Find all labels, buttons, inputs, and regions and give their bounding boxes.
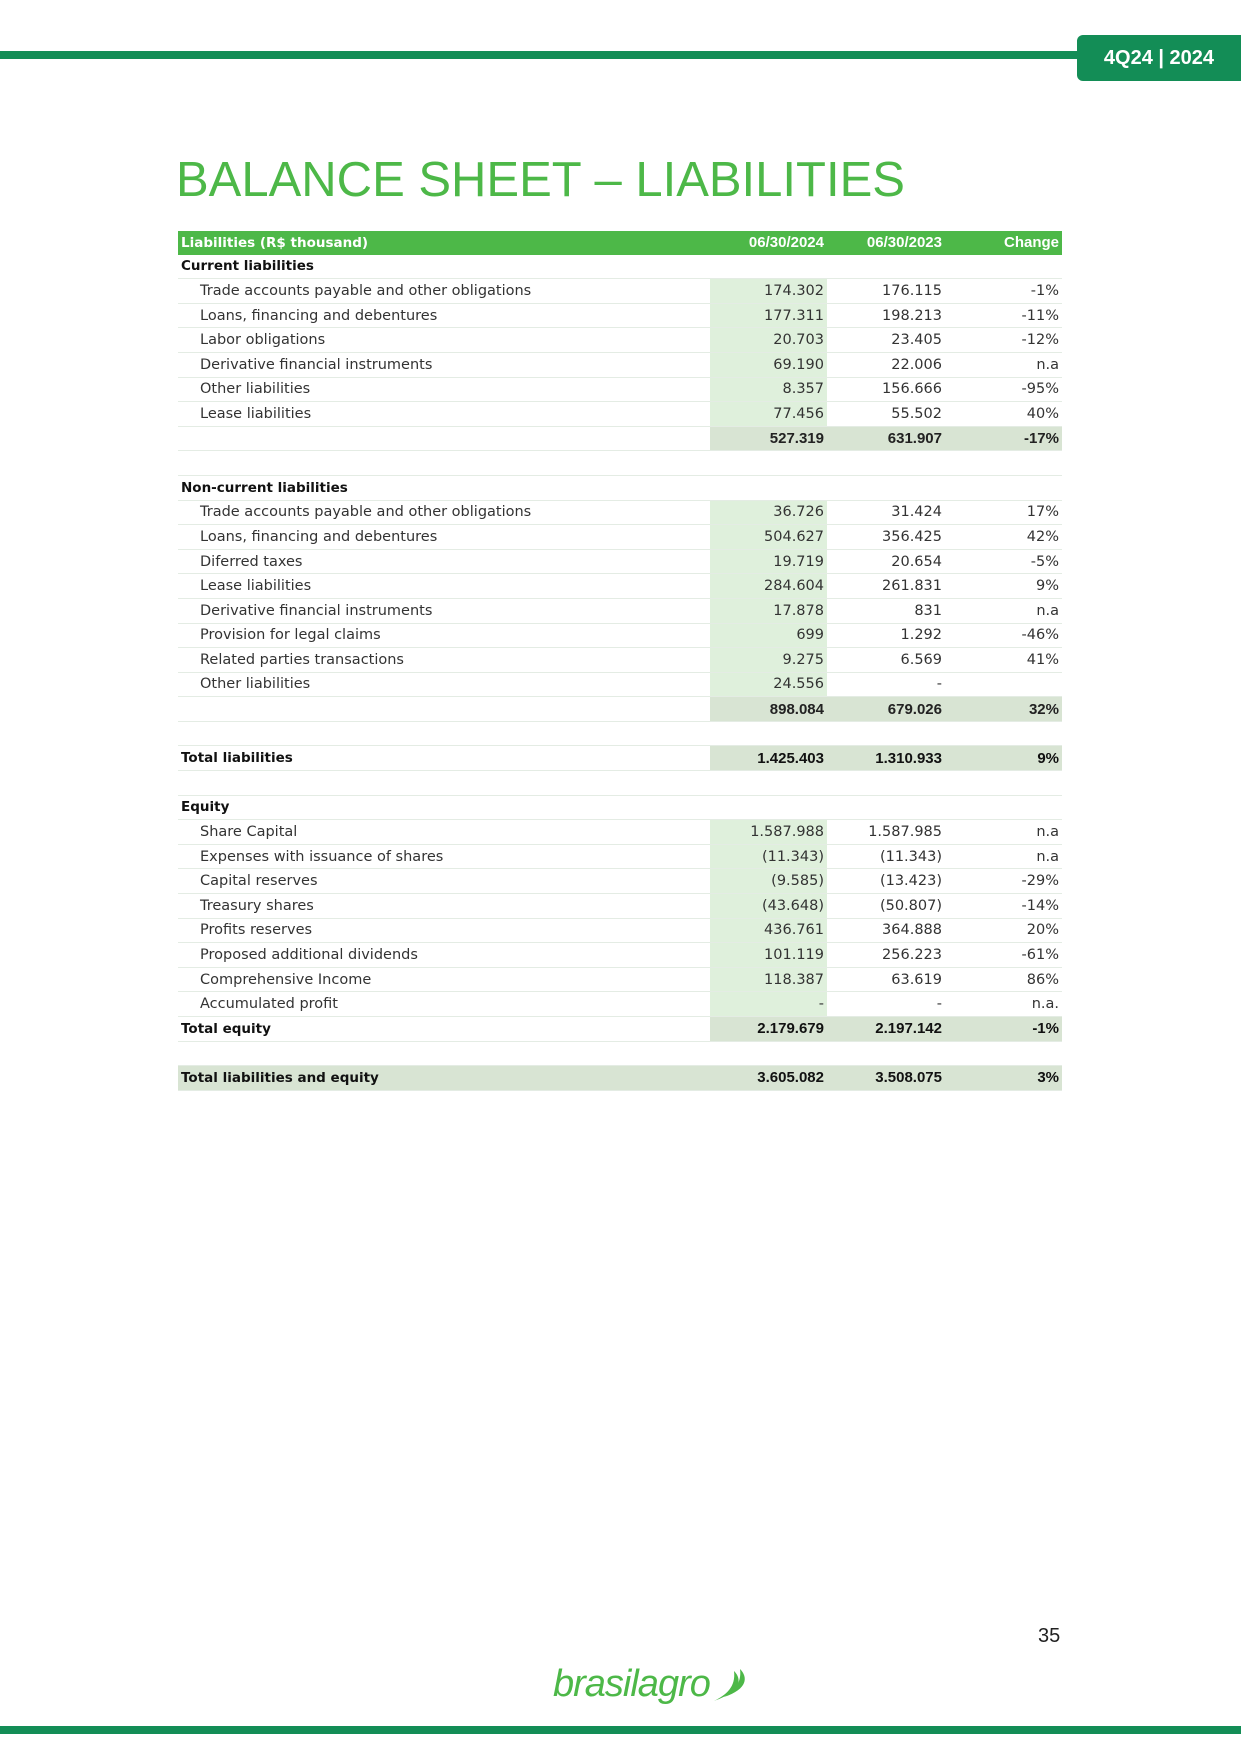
change-value: -5% xyxy=(945,549,1062,574)
table-row xyxy=(178,844,1062,869)
value-2023 xyxy=(827,475,945,500)
value-2024: 1.425.403 xyxy=(710,746,827,771)
value-2024: (11.343) xyxy=(710,844,827,869)
value-2023: 6.569 xyxy=(827,648,945,673)
row-label xyxy=(178,451,710,476)
value-2024: 9.275 xyxy=(710,648,827,673)
value-2023: 679.026 xyxy=(827,697,945,722)
value-2023: 256.223 xyxy=(827,943,945,968)
table-header xyxy=(178,231,1062,255)
value-2024: 177.311 xyxy=(710,303,827,328)
value-2023: 23.405 xyxy=(827,328,945,353)
table-row xyxy=(178,1017,1062,1042)
change-value xyxy=(945,771,1062,796)
value-2023: 176.115 xyxy=(827,279,945,304)
value-2024: 174.302 xyxy=(710,279,827,304)
change-value: -11% xyxy=(945,303,1062,328)
table-row xyxy=(178,328,1062,353)
table-row xyxy=(178,377,1062,402)
change-value: 42% xyxy=(945,525,1062,550)
row-label: Current liabilities xyxy=(178,255,710,279)
change-value: -61% xyxy=(945,943,1062,968)
value-2024: 504.627 xyxy=(710,525,827,550)
value-2023 xyxy=(827,795,945,820)
table-row xyxy=(178,918,1062,943)
change-value: 9% xyxy=(945,746,1062,771)
bottom-rule xyxy=(0,1726,1241,1734)
value-2023: 156.666 xyxy=(827,377,945,402)
row-label: Other liabilities xyxy=(178,377,710,402)
change-value: 20% xyxy=(945,918,1062,943)
table-row xyxy=(178,525,1062,550)
change-value: n.a xyxy=(945,844,1062,869)
table-row xyxy=(178,574,1062,599)
value-2023: 1.292 xyxy=(827,623,945,648)
row-label: Total equity xyxy=(178,1017,710,1042)
table-row xyxy=(178,303,1062,328)
table-row xyxy=(178,967,1062,992)
change-value: 3% xyxy=(945,1066,1062,1091)
table-row xyxy=(178,894,1062,919)
value-2024: - xyxy=(710,992,827,1017)
change-value: -1% xyxy=(945,1017,1062,1042)
value-2023: 20.654 xyxy=(827,549,945,574)
change-value xyxy=(945,255,1062,279)
row-label: Lease liabilities xyxy=(178,574,710,599)
value-2023 xyxy=(827,451,945,476)
row-label: Treasury shares xyxy=(178,894,710,919)
value-2024: 527.319 xyxy=(710,426,827,451)
logo-text: brasilagro xyxy=(553,1663,710,1705)
value-2023: 22.006 xyxy=(827,352,945,377)
row-label: Related parties transactions xyxy=(178,648,710,673)
row-label xyxy=(178,1041,710,1066)
row-label: Comprehensive Income xyxy=(178,967,710,992)
table-row xyxy=(178,500,1062,525)
page-title: BALANCE SHEET – LIABILITIES xyxy=(176,153,905,207)
top-rule xyxy=(0,51,1085,59)
row-label: Labor obligations xyxy=(178,328,710,353)
value-2024: 3.605.082 xyxy=(710,1066,827,1091)
row-label: Total liabilities xyxy=(178,746,710,771)
row-label: Proposed additional dividends xyxy=(178,943,710,968)
table-row xyxy=(178,697,1062,722)
change-value: -17% xyxy=(945,426,1062,451)
row-label: Lease liabilities xyxy=(178,402,710,427)
value-2024: 1.587.988 xyxy=(710,820,827,845)
value-2023: 3.508.075 xyxy=(827,1066,945,1091)
value-2024: 36.726 xyxy=(710,500,827,525)
row-label xyxy=(178,721,710,746)
row-label: Other liabilities xyxy=(178,672,710,697)
value-2024: 898.084 xyxy=(710,697,827,722)
change-value: -1% xyxy=(945,279,1062,304)
row-label: Loans, financing and debentures xyxy=(178,303,710,328)
value-2023: 631.907 xyxy=(827,426,945,451)
row-label: Profits reserves xyxy=(178,918,710,943)
column-header-label: Liabilities (R$ thousand) xyxy=(178,231,710,255)
value-2023: 364.888 xyxy=(827,918,945,943)
value-2024: 8.357 xyxy=(710,377,827,402)
logo-swoosh-icon xyxy=(712,1667,750,1703)
change-value: n.a xyxy=(945,820,1062,845)
value-2023: 1.587.985 xyxy=(827,820,945,845)
table-row xyxy=(178,672,1062,697)
change-value xyxy=(945,672,1062,697)
value-2023: 356.425 xyxy=(827,525,945,550)
change-value: n.a xyxy=(945,352,1062,377)
table-row xyxy=(178,549,1062,574)
change-value: n.a xyxy=(945,598,1062,623)
value-2024: 699 xyxy=(710,623,827,648)
table-row xyxy=(178,598,1062,623)
period-tab: 4Q24 | 2024 xyxy=(1077,35,1241,81)
row-label xyxy=(178,426,710,451)
row-label: Provision for legal claims xyxy=(178,623,710,648)
value-2024: 118.387 xyxy=(710,967,827,992)
row-label: Derivative financial instruments xyxy=(178,598,710,623)
change-value: -12% xyxy=(945,328,1062,353)
change-value xyxy=(945,795,1062,820)
value-2024 xyxy=(710,1041,827,1066)
column-header-change: Change xyxy=(945,231,1062,255)
value-2023: 2.197.142 xyxy=(827,1017,945,1042)
value-2023 xyxy=(827,721,945,746)
spacer-row xyxy=(178,1041,1062,1066)
spacer-row xyxy=(178,771,1062,796)
value-2023: (13.423) xyxy=(827,869,945,894)
spacer-row xyxy=(178,721,1062,746)
value-2023: 831 xyxy=(827,598,945,623)
column-header-2024: 06/30/2024 xyxy=(710,231,827,255)
table-row xyxy=(178,992,1062,1017)
change-value: -14% xyxy=(945,894,1062,919)
row-label: Total liabilities and equity xyxy=(178,1066,710,1091)
value-2023 xyxy=(827,771,945,796)
column-header-2023: 06/30/2023 xyxy=(827,231,945,255)
value-2023: 261.831 xyxy=(827,574,945,599)
change-value: 9% xyxy=(945,574,1062,599)
section-header-row xyxy=(178,255,1062,279)
row-label: Non-current liabilities xyxy=(178,475,710,500)
brasilagro-logo xyxy=(553,1663,750,1706)
table-row xyxy=(178,648,1062,673)
value-2024 xyxy=(710,451,827,476)
value-2024 xyxy=(710,771,827,796)
change-value: 86% xyxy=(945,967,1062,992)
table-row xyxy=(178,426,1062,451)
table-row xyxy=(178,402,1062,427)
row-label xyxy=(178,697,710,722)
row-label: Trade accounts payable and other obligations xyxy=(178,500,710,525)
page-number: 35 xyxy=(1038,1625,1061,1647)
row-label: Loans, financing and debentures xyxy=(178,525,710,550)
value-2024: 2.179.679 xyxy=(710,1017,827,1042)
liabilities-table xyxy=(178,231,1062,1091)
table-row xyxy=(178,279,1062,304)
row-label: Diferred taxes xyxy=(178,549,710,574)
change-value xyxy=(945,475,1062,500)
value-2023: 1.310.933 xyxy=(827,746,945,771)
value-2023: (50.807) xyxy=(827,894,945,919)
row-label: Expenses with issuance of shares xyxy=(178,844,710,869)
row-label xyxy=(178,771,710,796)
value-2024: 436.761 xyxy=(710,918,827,943)
value-2024: 19.719 xyxy=(710,549,827,574)
change-value: 17% xyxy=(945,500,1062,525)
change-value: n.a. xyxy=(945,992,1062,1017)
change-value: 32% xyxy=(945,697,1062,722)
row-label: Equity xyxy=(178,795,710,820)
table-row xyxy=(178,943,1062,968)
spacer-row xyxy=(178,451,1062,476)
section-header-row xyxy=(178,795,1062,820)
section-header-row xyxy=(178,475,1062,500)
row-label: Derivative financial instruments xyxy=(178,352,710,377)
value-2023: 31.424 xyxy=(827,500,945,525)
change-value xyxy=(945,1041,1062,1066)
table-row xyxy=(178,1066,1062,1091)
table-row xyxy=(178,820,1062,845)
value-2024: 17.878 xyxy=(710,598,827,623)
value-2024: (9.585) xyxy=(710,869,827,894)
value-2023: 63.619 xyxy=(827,967,945,992)
value-2023: - xyxy=(827,992,945,1017)
value-2024: 101.119 xyxy=(710,943,827,968)
value-2024: 24.556 xyxy=(710,672,827,697)
row-label: Trade accounts payable and other obligations xyxy=(178,279,710,304)
value-2024 xyxy=(710,475,827,500)
value-2023 xyxy=(827,255,945,279)
change-value: 41% xyxy=(945,648,1062,673)
table-row xyxy=(178,869,1062,894)
row-label: Accumulated profit xyxy=(178,992,710,1017)
change-value xyxy=(945,451,1062,476)
value-2023: - xyxy=(827,672,945,697)
change-value: -46% xyxy=(945,623,1062,648)
value-2023 xyxy=(827,1041,945,1066)
change-value xyxy=(945,721,1062,746)
value-2024 xyxy=(710,721,827,746)
value-2024: 69.190 xyxy=(710,352,827,377)
value-2024: 20.703 xyxy=(710,328,827,353)
table-row xyxy=(178,623,1062,648)
value-2023: (11.343) xyxy=(827,844,945,869)
change-value: 40% xyxy=(945,402,1062,427)
value-2023: 55.502 xyxy=(827,402,945,427)
row-label: Capital reserves xyxy=(178,869,710,894)
change-value: -29% xyxy=(945,869,1062,894)
table-row xyxy=(178,352,1062,377)
value-2024: (43.648) xyxy=(710,894,827,919)
table-row xyxy=(178,746,1062,771)
value-2024 xyxy=(710,255,827,279)
change-value: -95% xyxy=(945,377,1062,402)
row-label: Share Capital xyxy=(178,820,710,845)
value-2024: 284.604 xyxy=(710,574,827,599)
value-2023: 198.213 xyxy=(827,303,945,328)
value-2024: 77.456 xyxy=(710,402,827,427)
value-2024 xyxy=(710,795,827,820)
